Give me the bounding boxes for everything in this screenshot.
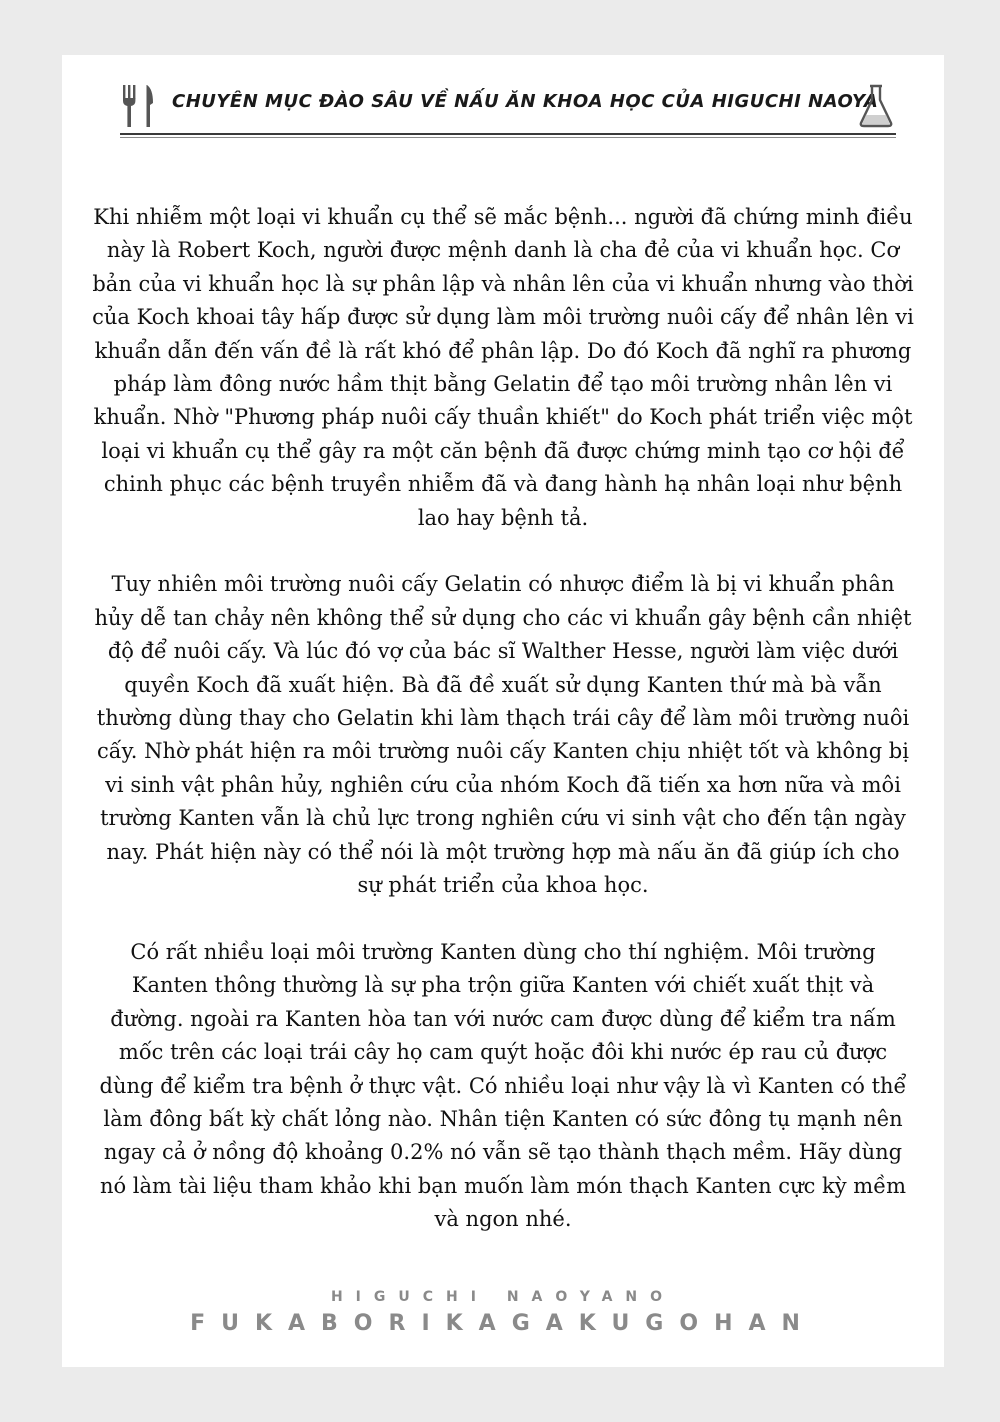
footer-line-2: FUKABORIKAGAKUGOHAN: [190, 1311, 816, 1336]
paragraph-2: Tuy nhiên môi trường nuôi cấy Gelatin có nhược điểm là bị vi khuẩn phân hủy dễ tan chảy nên không thể sử dụng cho các vi khuẩn gây bệnh cần nhiệt độ để nuôi cấy. Và lúc đó vợ của bác sĩ Walther Hesse, người làm việc dưới quyền Koch đã xuất hiện. Bà đã đề xuất sử dụng Kanten thứ mà bà vẫn thường dùng thay cho Gelatin khi làm thạch trái cây để làm môi trường nuôi cấy. Nhờ phát hiện ra môi trường nuôi cấy Kanten chịu nhiệt tốt và không bị vi sinh vật phân hủy, nghiên cứu của nhóm Koch đã tiến xa hơn nữa và môi trường Kanten vẫn là chủ lực trong nghiên cứu vi sinh vật cho đến tận ngày nay. Phát hiện này có thể nói là một trường hợp mà nấu ăn đã giúp ích cho sự phát triển của khoa học.: [94, 572, 912, 898]
article-body: [92, 201, 914, 1270]
footer-logo: [62, 1287, 944, 1339]
footer-line-1: HIGUCHI NAOYANO: [330, 1289, 676, 1305]
column-header: [120, 79, 896, 147]
flask-icon: [858, 83, 894, 129]
paragraph-3: Có rất nhiều loại môi trường Kanten dùng cho thí nghiệm. Môi trường Kanten thông thường là sự pha trộn giữa Kanten với chiết xuất thịt và đường. ngoài ra Kanten hòa tan với nước cam được dùng để kiểm tra nấm mốc trên các loại trái cây họ cam quýt hoặc đôi khi nước ép rau củ được dùng để kiểm tra bệnh ở thực vật. Có nhiều loại như vậy là vì Kanten có thể làm đông bất kỳ chất lỏng nào. Nhân tiện Kanten có sức đông tụ mạnh nên ngay cả ở nồng độ khoảng 0.2% nó vẫn sẽ tạo thành thạch mềm. Hãy dùng nó làm tài liệu tham khảo khi bạn muốn làm món thạch Kanten cực kỳ mềm và ngon nhé.: [99, 939, 907, 1232]
header-divider-thin: [120, 137, 896, 138]
fork-knife-icon: [120, 83, 156, 129]
column-title: CHUYÊN MỤC ĐÀO SÂU VỀ NẤU ĂN KHOA HỌC CỦA HIGUCHI NAOYA: [172, 91, 879, 112]
header-divider: [120, 133, 896, 135]
paragraph-1: Khi nhiễm một loại vi khuẩn cụ thể sẽ mắc bệnh... người đã chứng minh điều này là Robert Koch, người được mệnh danh là cha đẻ của vi khuẩn học. Cơ bản của vi khuẩn học là sự phân lập và nhân lên của vi khuẩn nhưng vào thời của Koch khoai tây hấp được sử dụng làm môi trường nuôi cấy để nhân lên vi khuẩn dẫn đến vấn đề là rất khó để phân lập. Do đó Koch đã nghĩ ra phương pháp làm đông nước hầm thịt bằng Gelatin để tạo môi trường nhân lên vi khuẩn. Nhờ "Phương pháp nuôi cấy thuần khiết" do Koch phát triển việc một loại vi khuẩn cụ thể gây ra một căn bệnh đã được chứng minh tạo cơ hội để chinh phục các bệnh truyền nhiễm đã và đang hành hạ nhân loại như bệnh lao hay bệnh tả.: [92, 205, 914, 530]
page: [62, 55, 944, 1367]
